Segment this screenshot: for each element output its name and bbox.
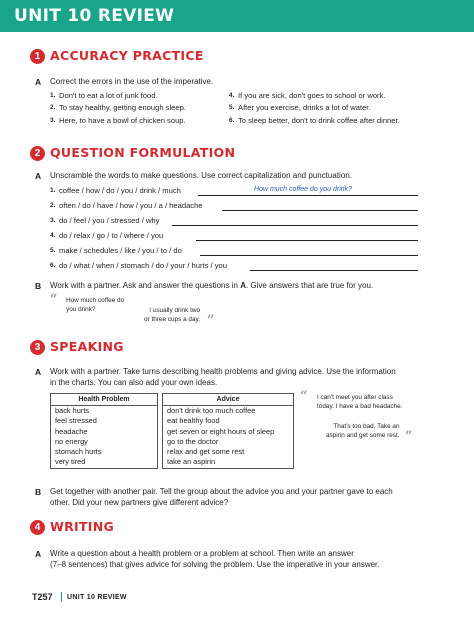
instruction-line: other. Did your new partners give different advice? <box>50 497 229 507</box>
speech-bubble <box>317 394 403 411</box>
item-text: If you are sick, don't goes to school or work. <box>238 91 386 100</box>
exercise-instruction: Work with a partner. Ask and answer the questions in A. Give answers that are true for you. <box>50 281 374 290</box>
section-number-badge: 3 <box>30 340 45 355</box>
bubble-line: How much coffee do <box>66 297 125 304</box>
bubble-line: I can't meet you after class <box>317 394 393 401</box>
unit-title: UNIT 10 REVIEW <box>14 6 175 26</box>
bubble-line: I usually drink two <box>149 307 201 314</box>
unit-header-bar <box>0 0 474 32</box>
item-text: do / feel / you / stressed / why <box>59 216 160 225</box>
page-code: T257 <box>32 592 53 602</box>
bubble-line: you drink? <box>66 305 96 313</box>
footer-title: UNIT 10 REVIEW <box>67 594 127 601</box>
answer-line[interactable] <box>222 210 418 211</box>
list-item: stomach hurts <box>55 447 102 457</box>
bubble-line: That's too bad. Take an <box>333 423 400 430</box>
instruction-line: Write a question about a health problem or a problem at school. Then write an answer <box>50 549 354 558</box>
item-text: often / do / have / how / you / a / headache <box>59 201 203 210</box>
answer-line[interactable] <box>172 225 418 226</box>
list-item: feel stressed <box>55 416 97 426</box>
bubble-line: aspirin and get some rest. <box>326 431 400 439</box>
exercise-instruction: Correct the errors in the use of the imperative. <box>50 77 214 86</box>
section-number-badge: 2 <box>30 146 45 161</box>
bubble-line: today. I have a bad headache. <box>317 402 403 410</box>
sample-answer: How much coffee do you drink? <box>254 186 353 193</box>
item-number: 5. <box>50 247 56 254</box>
instruction-line: (7–8 sentences) that gives advice for solving the problem. Use the imperative in your answer. <box>50 559 380 569</box>
list-item: back hurts <box>55 406 90 415</box>
exercise-letter: A <box>35 367 42 377</box>
open-quote-icon: “ <box>50 292 58 307</box>
item-number: 4. <box>50 232 56 239</box>
list-item: very tired <box>55 457 86 467</box>
section-title: QUESTION FORMULATION <box>50 145 236 160</box>
chart-header: Health Problem <box>51 394 157 406</box>
close-quote-icon: ” <box>405 429 413 444</box>
item-text: To stay healthy, getting enough sleep. <box>59 103 186 112</box>
item-number: 6. <box>229 117 235 124</box>
item-text: do / what / when / stomach / do / your / hurts / you <box>59 261 227 270</box>
item-number: 3. <box>50 117 56 124</box>
section-title: WRITING <box>50 519 115 534</box>
item-number: 4. <box>229 92 235 99</box>
item-number: 5. <box>229 104 235 111</box>
item-text: do / relax / go / to / where / you <box>59 231 164 240</box>
exercise-letter: A <box>35 549 42 559</box>
list-item: go to the doctor <box>167 436 219 446</box>
item-number: 1. <box>50 187 56 194</box>
item-number: 2. <box>50 202 56 209</box>
chart-header: Advice <box>163 394 293 406</box>
exercise-letter: B <box>35 487 42 497</box>
item-number: 6. <box>50 262 56 269</box>
speech-bubble <box>326 423 400 440</box>
section-title: SPEAKING <box>50 339 124 354</box>
instruction-line: Get together with another pair. Tell the group about the advice you and your partner gave to each <box>50 487 393 496</box>
section-title: ACCURACY PRACTICE <box>50 48 204 63</box>
list-item: eat healthy food <box>167 416 220 426</box>
list-item: no energy <box>55 436 88 446</box>
item-text: Here, to have a bowl of chicken soup. <box>59 116 186 125</box>
instruction-line: in the charts. You can also add your own ideas. <box>50 377 218 387</box>
item-text: coffee / how / do / you / drink / much <box>59 186 181 195</box>
answer-line[interactable] <box>250 270 418 271</box>
section-number-badge: 4 <box>30 520 45 535</box>
answer-line[interactable] <box>200 255 418 256</box>
exercise-instruction <box>50 367 396 388</box>
close-quote-icon: ” <box>207 313 215 328</box>
item-text: Don't to eat a lot of junk food. <box>59 91 158 100</box>
exercise-instruction <box>50 487 393 508</box>
exercise-letter: A <box>35 171 42 181</box>
instruction-line: Work with a partner. Take turns describing health problems and giving advice. Use the information <box>50 367 396 376</box>
health-problem-chart <box>50 393 158 469</box>
list-item: don't drink too much coffee <box>167 406 256 415</box>
bubble-line: or three cups a day. <box>144 315 201 323</box>
list-item: relax and get some rest <box>167 447 245 457</box>
exercise-letter: B <box>35 281 42 291</box>
item-text: make / schedules / like / you / to / do <box>59 246 182 255</box>
footer-divider <box>61 592 62 602</box>
list-item: headache <box>55 426 88 436</box>
exercise-instruction <box>50 549 380 570</box>
item-text: To sleep better, don't to drink coffee after dinner. <box>238 116 400 125</box>
item-number: 3. <box>50 217 56 224</box>
exercise-letter: A <box>35 77 42 87</box>
speech-bubble <box>144 307 200 324</box>
advice-chart <box>162 393 294 469</box>
item-number: 2. <box>50 104 56 111</box>
speech-bubble <box>66 297 124 314</box>
section-number-badge: 1 <box>30 49 45 64</box>
open-quote-icon: “ <box>300 389 308 404</box>
exercise-instruction: Unscramble the words to make questions. Use correct capitalization and punctuation. <box>50 171 352 180</box>
list-item: take an aspirin <box>167 457 216 467</box>
list-item: get seven or eight hours of sleep <box>167 426 275 436</box>
item-text: After you exercise, drinks a lot of water. <box>238 103 371 112</box>
answer-line[interactable] <box>196 240 418 241</box>
answer-line[interactable] <box>198 195 418 196</box>
item-number: 1. <box>50 92 56 99</box>
